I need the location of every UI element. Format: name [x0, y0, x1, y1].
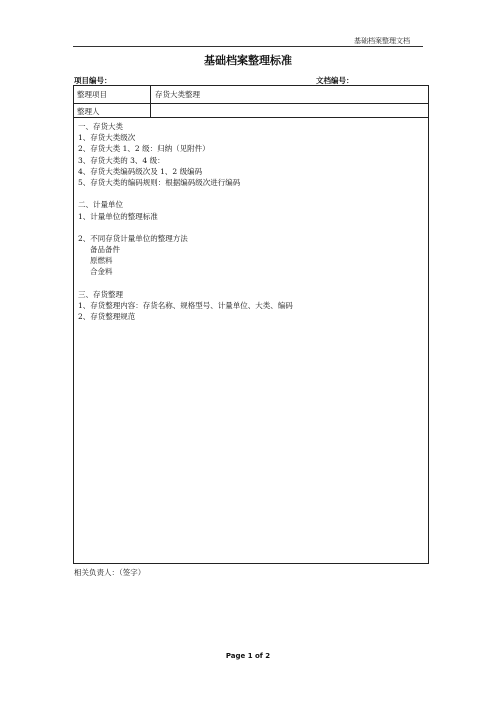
list-item: 1、计量单位的整理标准 [78, 211, 158, 221]
page-number: Page 1 of 2 [225, 652, 271, 660]
row-label-project: 整理项目 [77, 90, 107, 99]
row-label-organizer: 整理人 [77, 107, 100, 116]
list-subitem: 合金料 [90, 267, 113, 277]
project-no-label: 项目编号： [74, 76, 112, 85]
list-item: 4、存货大类编码级次及 1、2 级编码 [78, 166, 203, 176]
list-item: 2、存货整理规范 [78, 312, 136, 322]
table-row [74, 103, 428, 118]
list-item: 3、存货大类的 3、4 级： [78, 155, 165, 165]
section-title: 三、存货整理 [78, 289, 123, 299]
row-value-project: 存货大类整理 [155, 90, 200, 99]
list-item: 5、存货大类的编码规则：根据编码级次进行编码 [78, 177, 241, 187]
signature-label: 相关负责人：（签字） [74, 568, 146, 577]
doc-no-label: 文档编号： [316, 76, 354, 85]
header-doc-label: 基础档案整理文档 [354, 37, 410, 45]
content-body [78, 121, 424, 322]
list-item: 2、存货大类 1、2 级：归纳（见附件） [78, 144, 210, 154]
column-divider [150, 103, 151, 117]
list-subitem: 备品备件 [90, 245, 120, 255]
list-item: 1、存货大类级次 [78, 133, 136, 143]
page-title: 基础档案整理标准 [204, 54, 292, 67]
section-title: 一、存货大类 [78, 122, 123, 131]
header-rule [73, 46, 423, 47]
form-table [73, 85, 429, 564]
list-item: 2、不同存货计量单位的整理方法 [78, 233, 188, 243]
table-row [74, 86, 428, 104]
list-subitem: 原燃料 [90, 256, 113, 266]
list-item: 1、存货整理内容：存货名称、规格型号、计量单位、大类、编码 [78, 301, 293, 310]
section-title: 二、计量单位 [78, 200, 123, 210]
column-divider [150, 86, 151, 103]
